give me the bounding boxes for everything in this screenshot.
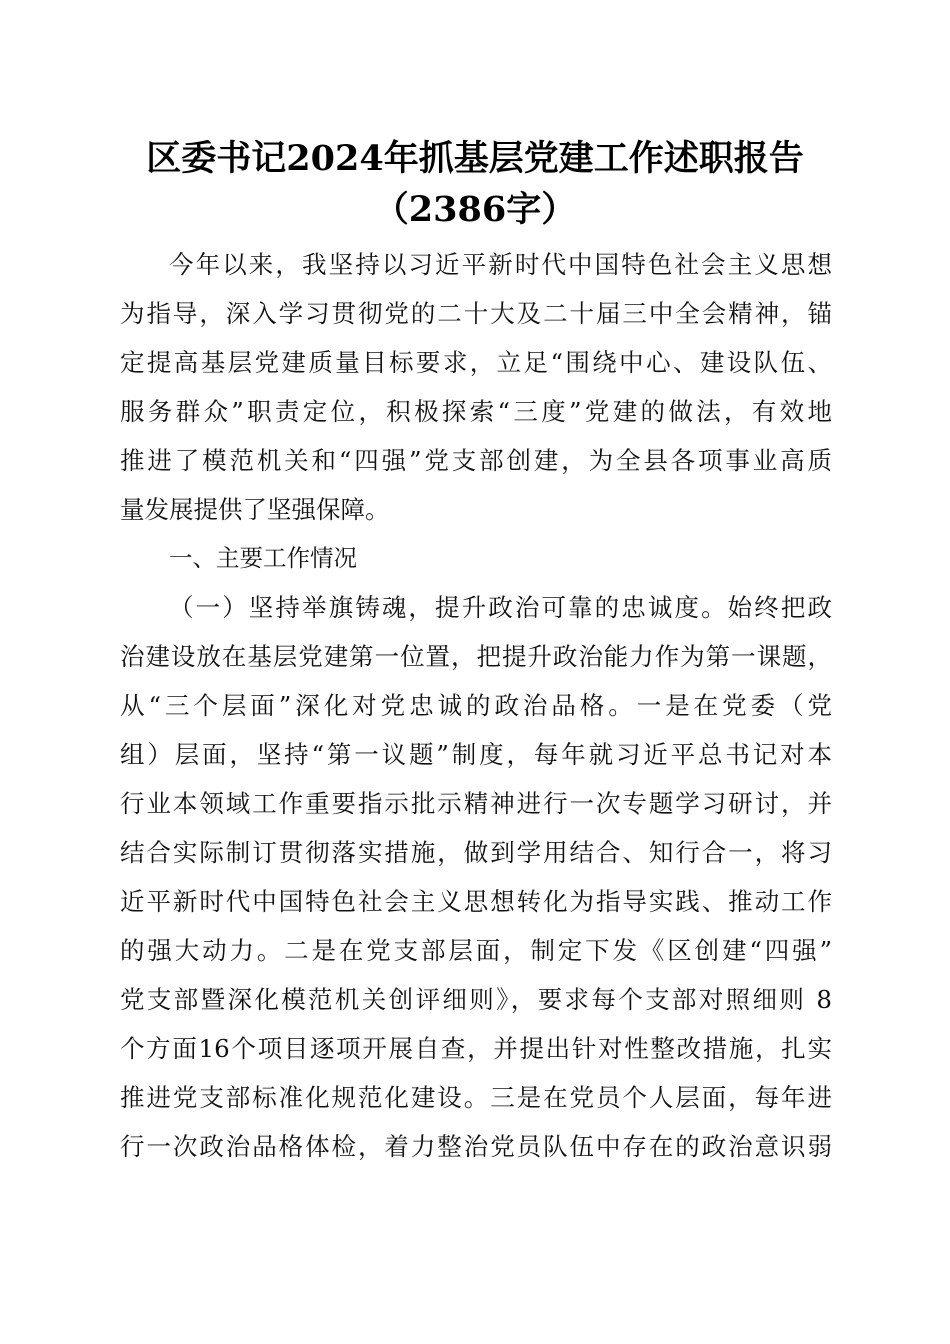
paragraph-line: 推进了模范机关和“四强”党支部创建，为全县各项事业高质 xyxy=(120,446,832,475)
paragraph-line: 从“三个层面”深化对党忠诚的政治品格。一是在党委（党 xyxy=(120,691,832,720)
paragraph-line: 的强大动力。二是在党支部层面，制定下发《区创建“四强” xyxy=(120,936,832,965)
paragraph-line: 量发展提供了坚强保障。 xyxy=(120,495,390,524)
paragraph-line: 行一次政治品格体检，着力整治党员队伍中存在的政治意识弱 xyxy=(120,1132,832,1161)
paragraph-line: 结合实际制订贯彻落实措施，做到学用结合、知行合一，将习 xyxy=(120,838,832,867)
paragraph-line: 为指导，深入学习贯彻党的二十大及二十届三中全会精神，锚 xyxy=(120,299,832,328)
paragraph-line: 行业本领域工作重要指示批示精神进行一次专题学习研讨，并 xyxy=(120,789,832,818)
document-body xyxy=(120,240,832,1171)
paragraph-line: 推进党支部标准化规范化建设。三是在党员个人层面，每年进 xyxy=(120,1083,832,1112)
paragraph-line: 服务群众”职责定位，积极探索“三度”党建的做法，有效地 xyxy=(120,397,832,426)
document-title: 区委书记2024年抓基层党建工作述职报告 xyxy=(146,138,804,179)
paragraph-line: 近平新时代中国特色社会主义思想转化为指导实践、推动工作 xyxy=(120,887,832,916)
paragraph-line: 组）层面，坚持“第一议题”制度，每年就习近平总书记对本 xyxy=(120,740,832,769)
paragraph-line: 治建设放在基层党建第一位置，把提升政治能力作为第一课题， xyxy=(120,642,832,671)
paragraph-line: （一）坚持举旗铸魂，提升政治可靠的忠诚度。始终把政 xyxy=(169,593,832,622)
paragraph-line: 定提高基层党建质量目标要求，立足“围绕中心、建设队伍、 xyxy=(120,348,832,377)
paragraph-line: 个方面16个项目逐项开展自查，并提出针对性整改措施，扎实 xyxy=(120,1034,832,1063)
document-subtitle: （2386字） xyxy=(373,189,577,230)
paragraph-line: 党支部暨深化模范机关创评细则》，要求每个支部对照细则 8 xyxy=(120,985,832,1014)
section-heading: 一、主要工作情况 xyxy=(169,544,357,572)
paragraph-line: 今年以来，我坚持以习近平新时代中国特色社会主义思想 xyxy=(169,250,832,279)
